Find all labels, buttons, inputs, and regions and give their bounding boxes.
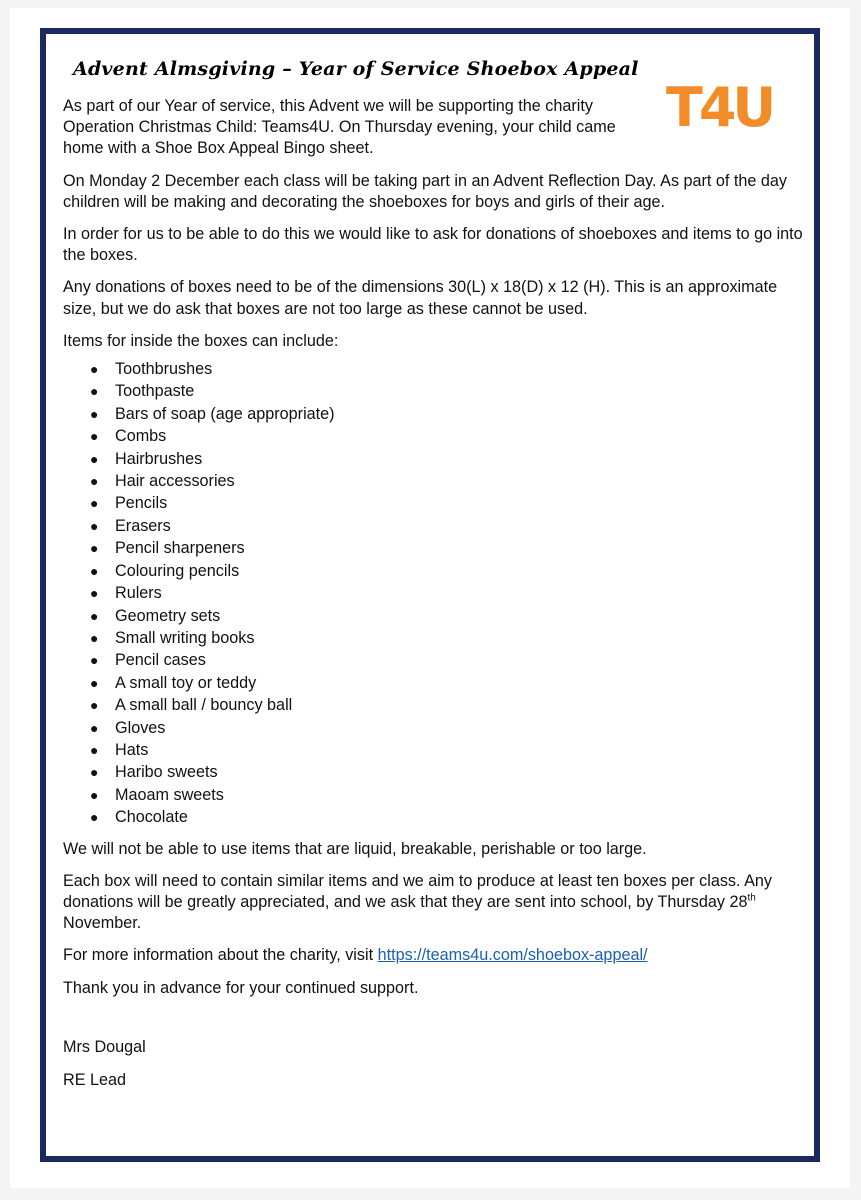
restrictions-paragraph: We will not be able to use items that are liquid, breakable, perishable or too large. [63,839,647,858]
list-item: ● Hairbrushes [63,448,808,470]
list-item: ● Hats [63,739,808,761]
list-item: ● A small ball / bouncy ball [63,694,808,716]
list-item: ● Rulers [63,582,808,604]
signature-role: RE Lead [63,1070,126,1089]
letter-frame [40,28,820,1162]
bullet-icon: ● [90,719,99,736]
list-item: ● Geometry sets [63,605,808,627]
bullet-icon: ● [90,585,99,602]
list-item: ● Hair accessories [63,470,808,492]
bullet-icon: ● [90,809,99,826]
items-intro: Items for inside the boxes can include: [63,331,339,350]
list-item: ● Maoam sweets [63,784,808,806]
dimensions-paragraph: Any donations of boxes need to be of the dimensions 30(L) x 18(D) x 12 (H). This is an approximate size, but we do ask that boxes are not too large as these cannot be used. [63,278,778,318]
reflection-day-paragraph: On Monday 2 December each class will be taking part in an Advent Reflection Day. As part of the day children will be making and decorating the shoeboxes for boys and girls of their age. [63,171,788,211]
bullet-icon: ● [90,428,99,445]
list-item: ● Small writing books [63,627,808,649]
bullet-icon: ● [90,405,99,422]
bullet-icon: ● [90,495,99,512]
bullet-icon: ● [90,741,99,758]
donations-paragraph: In order for us to be able to do this we would like to ask for donations of shoeboxes and items to go into the boxes. [63,225,803,265]
bullet-icon: ● [90,517,99,534]
list-item: ● Colouring pencils [63,560,808,582]
list-item: ● Chocolate [63,806,808,828]
intro-paragraph: As part of our Year of service, this Advent we will be supporting the charity Operation Christmas Child: Teams4U. On Thursday evening, your child came home with a Shoe Box Appeal Bingo sheet. [63,97,616,158]
bullet-icon: ● [90,607,99,624]
deadline-paragraph: Each box will need to contain similar items and we aim to produce at least ten boxes per class. Any donations will be greatly appreciated, and we ask that they are sent into school, by Thursday 28th November. [63,871,773,933]
list-item: ● Toothbrushes [63,358,808,380]
list-item: ● Pencil cases [63,649,808,671]
bullet-icon: ● [90,540,99,557]
bullet-icon: ● [90,764,99,781]
bullet-icon: ● [90,652,99,669]
list-item: ● Bars of soap (age appropriate) [63,403,808,425]
bullet-icon: ● [90,361,99,378]
bullet-icon: ● [90,562,99,579]
items-list [63,358,808,829]
list-item: ● Erasers [63,515,808,537]
charity-link[interactable]: https://teams4u.com/shoebox-appeal/ [377,946,648,965]
list-item: ● Toothpaste [63,380,808,402]
t4u-logo-text: T4U [666,76,773,134]
info-paragraph: For more information about the charity, visit https://teams4u.com/shoebox-appeal/ [63,946,648,965]
bullet-icon: ● [90,450,99,467]
list-item: ● Combs [63,425,808,447]
document-page [10,8,850,1188]
letter-title: Advent Almsgiving – Year of Service Shoebox Appeal [73,58,639,80]
bullet-icon: ● [90,697,99,714]
letter-content [63,58,808,1102]
bullet-icon: ● [90,629,99,646]
bullet-icon: ● [90,383,99,400]
list-item: ● Pencils [63,492,808,514]
signature-name: Mrs Dougal [63,1037,146,1056]
list-item: ● Haribo sweets [63,761,808,783]
bullet-icon: ● [90,786,99,803]
thanks-paragraph: Thank you in advance for your continued support. [63,978,419,997]
list-item: ● A small toy or teddy [63,672,808,694]
list-item: ● Gloves [63,717,808,739]
bullet-icon: ● [90,473,99,490]
list-item: ● Pencil sharpeners [63,537,808,559]
bullet-icon: ● [90,674,99,691]
